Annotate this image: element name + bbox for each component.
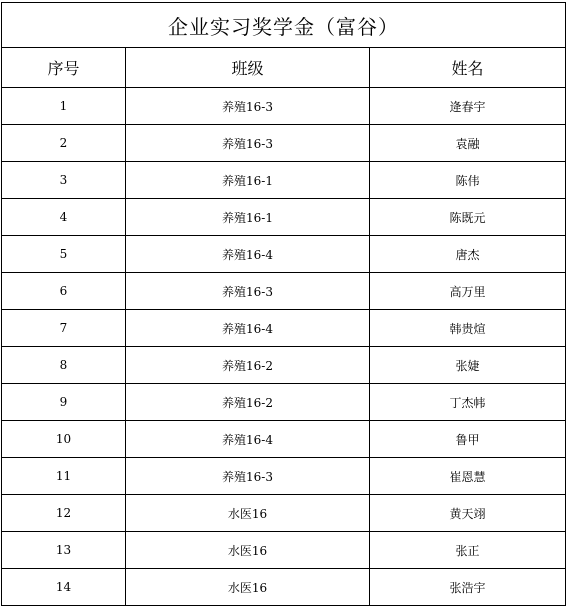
cell-name: 崔恩慧 <box>370 458 566 495</box>
cell-name: 张婕 <box>370 347 566 384</box>
table-body <box>2 88 566 606</box>
cell-class: 水医16 <box>126 569 370 606</box>
cell-index: 4 <box>2 199 126 236</box>
cell-index: 14 <box>2 569 126 606</box>
table-row <box>2 495 566 532</box>
cell-index: 2 <box>2 125 126 162</box>
table-row <box>2 199 566 236</box>
cell-name: 唐杰 <box>370 236 566 273</box>
cell-index: 9 <box>2 384 126 421</box>
cell-name: 袁融 <box>370 125 566 162</box>
table-row <box>2 532 566 569</box>
cell-class: 水医16 <box>126 532 370 569</box>
table-row <box>2 458 566 495</box>
cell-index: 6 <box>2 273 126 310</box>
cell-index: 10 <box>2 421 126 458</box>
cell-name: 张浩宇 <box>370 569 566 606</box>
cell-name: 高万里 <box>370 273 566 310</box>
cell-class: 养殖16-4 <box>126 310 370 347</box>
table-row <box>2 236 566 273</box>
cell-class: 养殖16-3 <box>126 125 370 162</box>
table-row <box>2 347 566 384</box>
cell-index: 7 <box>2 310 126 347</box>
table-row <box>2 273 566 310</box>
cell-class: 养殖16-4 <box>126 236 370 273</box>
table-row <box>2 162 566 199</box>
scholarship-table <box>1 2 566 606</box>
cell-name: 逄春宇 <box>370 88 566 125</box>
cell-name: 丁杰帏 <box>370 384 566 421</box>
header-index: 序号 <box>2 48 126 88</box>
header-name: 姓名 <box>370 48 566 88</box>
table-row <box>2 310 566 347</box>
cell-name: 陈既元 <box>370 199 566 236</box>
cell-index: 11 <box>2 458 126 495</box>
header-class: 班级 <box>126 48 370 88</box>
table-row <box>2 384 566 421</box>
table-row <box>2 421 566 458</box>
cell-index: 12 <box>2 495 126 532</box>
cell-index: 3 <box>2 162 126 199</box>
document-sheet <box>1 2 565 604</box>
cell-index: 5 <box>2 236 126 273</box>
cell-class: 养殖16-2 <box>126 384 370 421</box>
cell-class: 养殖16-3 <box>126 273 370 310</box>
cell-name: 陈伟 <box>370 162 566 199</box>
cell-name: 韩贵煊 <box>370 310 566 347</box>
table-row <box>2 569 566 606</box>
cell-index: 1 <box>2 88 126 125</box>
cell-name: 黄天翊 <box>370 495 566 532</box>
cell-class: 养殖16-2 <box>126 347 370 384</box>
cell-name: 鲁甲 <box>370 421 566 458</box>
cell-class: 养殖16-4 <box>126 421 370 458</box>
table-title: 企业实习奖学金（富谷） <box>2 3 566 48</box>
table-row <box>2 88 566 125</box>
cell-class: 养殖16-3 <box>126 458 370 495</box>
cell-class: 养殖16-1 <box>126 199 370 236</box>
cell-index: 8 <box>2 347 126 384</box>
cell-name: 张正 <box>370 532 566 569</box>
cell-class: 养殖16-3 <box>126 88 370 125</box>
header-row <box>2 48 566 88</box>
cell-index: 13 <box>2 532 126 569</box>
cell-class: 水医16 <box>126 495 370 532</box>
cell-class: 养殖16-1 <box>126 162 370 199</box>
table-row <box>2 125 566 162</box>
